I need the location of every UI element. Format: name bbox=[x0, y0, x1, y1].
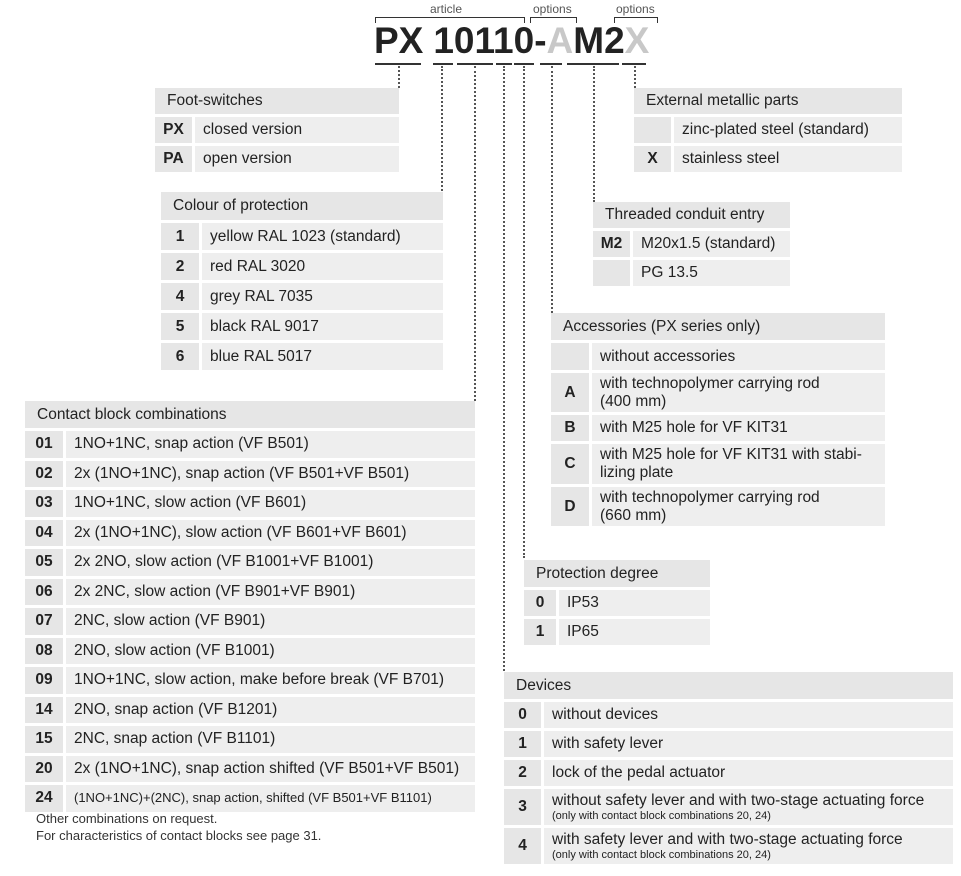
table-row bbox=[161, 313, 443, 340]
code-underline bbox=[496, 63, 512, 65]
desc-cell bbox=[592, 415, 885, 441]
desc-text: with technopolymer carrying rod bbox=[600, 488, 820, 506]
desc-text: without accessories bbox=[600, 347, 736, 365]
table-row bbox=[504, 828, 953, 864]
table-row bbox=[504, 731, 953, 757]
options-label-2: options bbox=[616, 2, 655, 16]
table-title: Devices bbox=[504, 672, 953, 699]
desc-text-line2: lizing plate bbox=[600, 464, 674, 481]
table-row bbox=[551, 444, 885, 484]
connector-line bbox=[398, 66, 400, 88]
table-row bbox=[25, 431, 475, 458]
table-row bbox=[25, 461, 475, 488]
connector-line bbox=[551, 66, 553, 313]
code-cell: 2 bbox=[504, 760, 541, 786]
connector-line bbox=[593, 66, 595, 202]
code-cell: 04 bbox=[25, 520, 63, 547]
code-underline bbox=[622, 63, 646, 65]
table-row bbox=[524, 590, 710, 616]
desc-cell: IP53 bbox=[559, 590, 710, 616]
connector-line bbox=[503, 66, 505, 671]
table-row bbox=[25, 756, 475, 783]
code-underline bbox=[375, 63, 421, 65]
code-cell bbox=[634, 117, 671, 143]
desc-text: with safety lever bbox=[552, 735, 664, 752]
note-line: For characteristics of contact blocks see page 31. bbox=[36, 828, 322, 843]
table-row bbox=[551, 415, 885, 441]
code-cell: 4 bbox=[504, 828, 541, 864]
code-cell: 24 bbox=[25, 785, 63, 812]
desc-text-line2: (660 mm) bbox=[600, 506, 667, 524]
table-row bbox=[25, 579, 475, 606]
table-title: Accessories (PX series only) bbox=[551, 313, 885, 340]
connector-line bbox=[523, 66, 525, 558]
table-row bbox=[504, 760, 953, 786]
desc-cell: (1NO+1NC)+(2NC), snap action, shifted (VF B501+VF B1101) bbox=[66, 785, 475, 812]
table-title: Threaded conduit entry bbox=[593, 202, 790, 228]
code-cell: D bbox=[551, 487, 589, 526]
desc-cell: yellow RAL 1023 (standard) bbox=[202, 223, 443, 250]
table-row bbox=[504, 789, 953, 825]
desc-cell bbox=[544, 731, 953, 757]
table-accessories bbox=[551, 313, 885, 526]
desc-cell: 2x 2NO, slow action (VF B1001+VF B1001) bbox=[66, 549, 475, 576]
code-cell: 6 bbox=[161, 343, 199, 370]
code-cell: 02 bbox=[25, 461, 63, 488]
desc-cell bbox=[544, 702, 953, 728]
code-external: X bbox=[624, 20, 650, 61]
footnotes bbox=[36, 810, 321, 844]
table-foot-switches bbox=[155, 88, 399, 172]
table-row bbox=[155, 146, 399, 172]
desc-cell: 2NC, slow action (VF B901) bbox=[66, 608, 475, 635]
code-cell: 1 bbox=[161, 223, 199, 250]
desc-cell: IP65 bbox=[559, 619, 710, 645]
table-row bbox=[25, 726, 475, 753]
table-title: Protection degree bbox=[524, 560, 710, 587]
code-cell: 20 bbox=[25, 756, 63, 783]
desc-cell: open version bbox=[195, 146, 399, 172]
table-row bbox=[551, 343, 885, 370]
code-conduit: M2 bbox=[573, 20, 625, 61]
desc-cell: 2x (1NO+1NC), snap action (VF B501+VF B501) bbox=[66, 461, 475, 488]
desc-cell: blue RAL 5017 bbox=[202, 343, 443, 370]
code-cell: 14 bbox=[25, 697, 63, 724]
code-underline bbox=[433, 63, 453, 65]
desc-cell bbox=[592, 487, 885, 526]
product-code bbox=[374, 20, 649, 62]
desc-cell: 2x (1NO+1NC), slow action (VF B601+VF B601) bbox=[66, 520, 475, 547]
table-row bbox=[161, 283, 443, 310]
desc-cell: 1NO+1NC, slow action, make before break (VF B701) bbox=[66, 667, 475, 694]
code-cell: 07 bbox=[25, 608, 63, 635]
table-row bbox=[634, 146, 902, 172]
desc-cell bbox=[544, 828, 953, 864]
desc-text: with M25 hole for VF KIT31 with stabi- bbox=[600, 446, 862, 463]
desc-cell bbox=[592, 444, 885, 484]
desc-cell bbox=[592, 373, 885, 412]
code-cell: 0 bbox=[504, 702, 541, 728]
table-external-parts bbox=[634, 88, 902, 172]
code-cell: PX bbox=[155, 117, 192, 143]
connector-line bbox=[441, 66, 443, 191]
code-cell: 15 bbox=[25, 726, 63, 753]
table-row bbox=[551, 373, 885, 412]
code-underline bbox=[514, 63, 534, 65]
desc-cell: 1NO+1NC, slow action (VF B601) bbox=[66, 490, 475, 517]
desc-cell: 2x (1NO+1NC), snap action shifted (VF B501+VF B501) bbox=[66, 756, 475, 783]
table-row bbox=[25, 608, 475, 635]
desc-cell: M20x1.5 (standard) bbox=[633, 231, 790, 257]
desc-cell: black RAL 9017 bbox=[202, 313, 443, 340]
code-series: PX bbox=[374, 20, 424, 61]
desc-text: without devices bbox=[552, 706, 658, 723]
table-colour bbox=[161, 192, 443, 370]
code-cell: 5 bbox=[161, 313, 199, 340]
options-label-1: options bbox=[533, 2, 572, 16]
code-cell: X bbox=[634, 146, 671, 172]
code-cell: 2 bbox=[161, 253, 199, 280]
desc-cell: 2x 2NC, slow action (VF B901+VF B901) bbox=[66, 579, 475, 606]
desc-cell: closed version bbox=[195, 117, 399, 143]
code-cell: 4 bbox=[161, 283, 199, 310]
desc-cell bbox=[592, 343, 885, 370]
code-underline bbox=[540, 63, 562, 65]
desc-cell: PG 13.5 bbox=[633, 260, 790, 286]
desc-cell: grey RAL 7035 bbox=[202, 283, 443, 310]
desc-text: lock of the pedal actuator bbox=[552, 764, 726, 781]
desc-text: without safety lever and with two-stage actuating force bbox=[552, 792, 925, 809]
table-row bbox=[161, 253, 443, 280]
desc-cell: 2NO, slow action (VF B1001) bbox=[66, 638, 475, 665]
code-underline bbox=[457, 63, 493, 65]
code-cell: 09 bbox=[25, 667, 63, 694]
table-row bbox=[504, 702, 953, 728]
code-accessory: A bbox=[546, 20, 574, 61]
table-row bbox=[551, 487, 885, 526]
table-row bbox=[25, 697, 475, 724]
article-label: article bbox=[430, 2, 463, 16]
table-title: Contact block combinations bbox=[25, 401, 475, 428]
code-underline bbox=[567, 63, 619, 65]
note-line: Other combinations on request. bbox=[36, 811, 218, 826]
desc-note: (only with contact block combinations 20, 24) bbox=[552, 849, 771, 861]
desc-text: with technopolymer carrying rod bbox=[600, 374, 820, 392]
desc-cell: 2NC, snap action (VF B1101) bbox=[66, 726, 475, 753]
desc-text: with M25 hole for VF KIT31 bbox=[600, 419, 788, 436]
code-cell: 01 bbox=[25, 431, 63, 458]
table-row bbox=[25, 549, 475, 576]
table-contact-blocks bbox=[25, 401, 475, 812]
desc-cell: zinc-plated steel (standard) bbox=[674, 117, 902, 143]
table-devices bbox=[504, 672, 953, 864]
code-cell: 05 bbox=[25, 549, 63, 576]
desc-note: (only with contact block combinations 20, 24) bbox=[552, 810, 771, 822]
table-row bbox=[25, 638, 475, 665]
table-row bbox=[524, 619, 710, 645]
table-row bbox=[161, 343, 443, 370]
code-cell: 1 bbox=[504, 731, 541, 757]
code-cell: 3 bbox=[504, 789, 541, 825]
code-cell: 03 bbox=[25, 490, 63, 517]
desc-cell: 1NO+1NC, snap action (VF B501) bbox=[66, 431, 475, 458]
code-cell: M2 bbox=[593, 231, 630, 257]
connector-line bbox=[474, 66, 476, 401]
table-row bbox=[155, 117, 399, 143]
table-row bbox=[161, 223, 443, 250]
table-row bbox=[25, 520, 475, 547]
connector-line bbox=[634, 66, 636, 88]
table-title: Colour of protection bbox=[161, 192, 443, 220]
desc-cell: red RAL 3020 bbox=[202, 253, 443, 280]
code-cell: A bbox=[551, 373, 589, 412]
code-cell: 0 bbox=[524, 590, 556, 616]
desc-cell: stainless steel bbox=[674, 146, 902, 172]
table-row bbox=[25, 490, 475, 517]
code-cell: B bbox=[551, 415, 589, 441]
table-row bbox=[593, 260, 790, 286]
desc-text: with safety lever and with two-stage actuating force bbox=[552, 831, 903, 848]
table-row bbox=[593, 231, 790, 257]
code-cell: 1 bbox=[524, 619, 556, 645]
desc-text-line2: (400 mm) bbox=[600, 392, 667, 410]
code-article: 10110- bbox=[433, 20, 547, 61]
desc-cell bbox=[544, 789, 953, 825]
code-cell bbox=[551, 343, 589, 370]
table-conduit-entry bbox=[593, 202, 790, 286]
code-cell: C bbox=[551, 444, 589, 484]
code-cell bbox=[593, 260, 630, 286]
table-title: External metallic parts bbox=[634, 88, 902, 114]
code-cell: PA bbox=[155, 146, 192, 172]
code-cell: 06 bbox=[25, 579, 63, 606]
code-cell: 08 bbox=[25, 638, 63, 665]
desc-cell bbox=[544, 760, 953, 786]
table-row bbox=[25, 667, 475, 694]
table-row bbox=[25, 785, 475, 812]
table-row bbox=[634, 117, 902, 143]
desc-cell: 2NO, snap action (VF B1201) bbox=[66, 697, 475, 724]
table-protection-degree bbox=[524, 560, 710, 645]
table-title: Foot-switches bbox=[155, 88, 399, 114]
